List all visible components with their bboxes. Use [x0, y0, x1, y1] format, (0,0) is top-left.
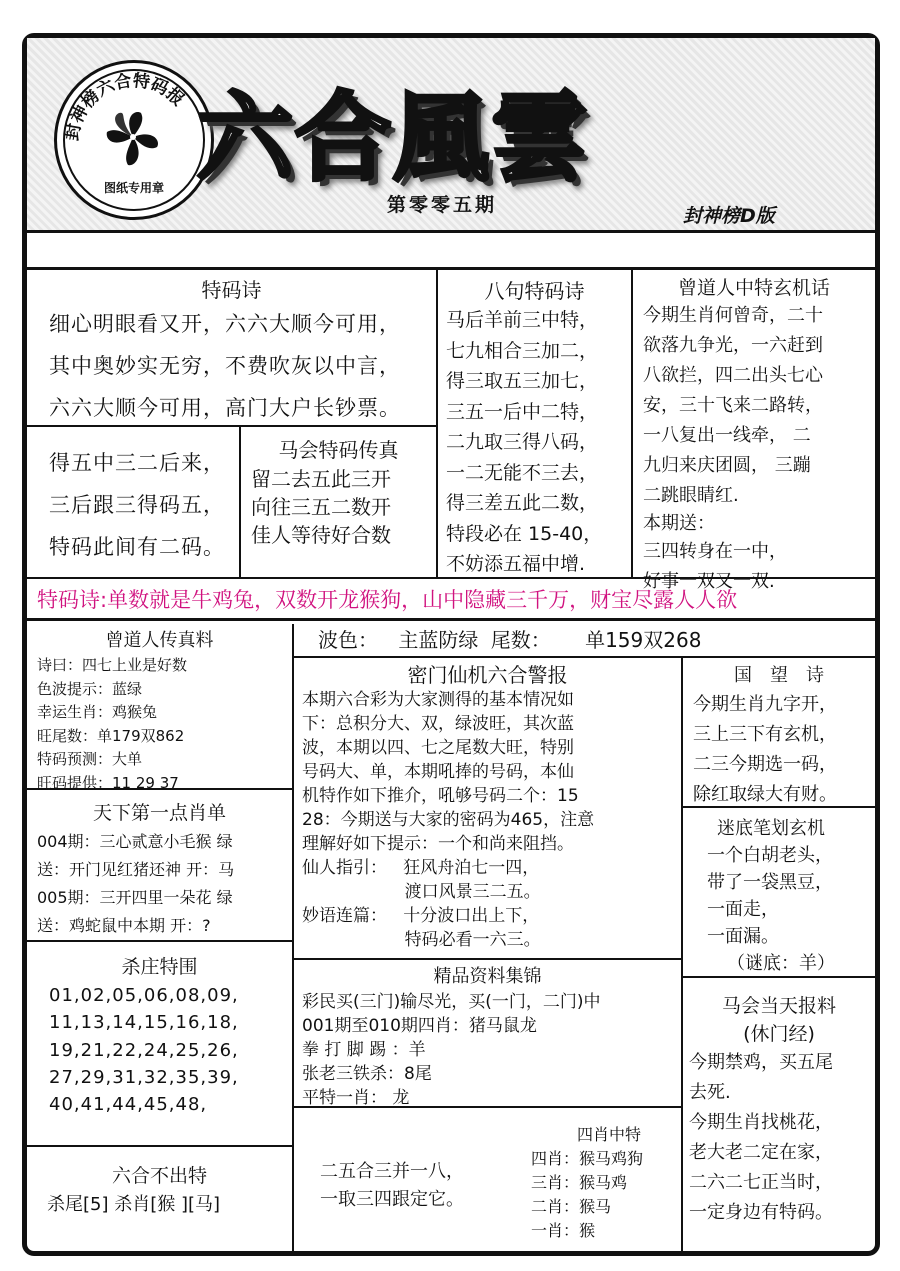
buchute-line: 杀尾[5] 杀肖[猴 ][马] — [47, 1194, 221, 1215]
mimen-line: 本期六合彩为大家测得的基本情况如 — [302, 690, 574, 710]
ersan-line: 一取三四跟定它。 — [320, 1189, 464, 1210]
poem-line: 六六大顺今可用，高门大户长钞票。 — [49, 396, 401, 420]
eight-line: 三五一后中二特， — [446, 400, 599, 423]
sixiao-line: 三肖：猴马鸡 — [531, 1173, 628, 1192]
buchute-title: 六合不出特 — [111, 1165, 207, 1187]
guowang-title: 国 望 诗 — [734, 665, 824, 686]
seal-stamp-text: 图纸专用章 — [103, 181, 164, 195]
eight-line: 得三取五三加七， — [446, 370, 599, 392]
zengdao-fax-box — [27, 624, 294, 790]
jingpin-line: 张老三铁杀：8尾 — [302, 1064, 432, 1084]
sixiao-title: 四肖中特 — [577, 1125, 642, 1144]
mimen-line: 号码大、单，本期吼捧的号码，本仙 — [302, 762, 574, 782]
eight-line: 得三差五此二数， — [446, 492, 599, 514]
fax-line: 特码预测：大单 — [37, 750, 143, 768]
mimen-line: 特码必看一六三。 — [302, 930, 541, 950]
mahui-today-line: 二六二七正当时， — [689, 1172, 833, 1193]
mahui-today-line: 去死. — [689, 1082, 731, 1103]
mahui-today-title: 马会当天报料 — [721, 995, 836, 1017]
xuanji-line: 九归来庆团圆， 三蹦 — [643, 455, 811, 476]
mahui-today-line: 今期禁鸡，买五尾 — [689, 1052, 833, 1073]
midi-line: 一面走， — [707, 899, 779, 920]
mahui-fax-box — [241, 427, 438, 579]
clues-box — [27, 427, 241, 579]
tianxia-line: 005期：三开四里一朵花 绿 — [37, 888, 233, 907]
wave-value: 主蓝防绿 — [398, 628, 479, 652]
shazhuang-title: 杀庄特围 — [121, 956, 198, 978]
guowang-box — [683, 658, 875, 808]
page-title: 六合風雲 — [197, 81, 589, 194]
midi-box — [683, 808, 875, 978]
number-row: 27,29,31,32,35,39, — [49, 1066, 239, 1088]
guowang-line: 除红取绿大有财。 — [693, 784, 837, 805]
seal-logo — [54, 60, 214, 220]
jingpin-box — [294, 960, 683, 1108]
tianxia-line: 送：鸡蛇鼠中本期 开：? — [37, 916, 211, 935]
bauhinia-flower-icon — [101, 107, 165, 171]
zengdao-xuanji-box — [633, 269, 875, 592]
clue-line: 得五中三二后来， — [49, 451, 225, 475]
guowang-line: 二三今期选一码， — [693, 754, 837, 775]
mimen-line: 理解好如下提示：一个和尚来阻挡。 — [302, 834, 574, 854]
eight-lines-title: 八句特码诗 — [484, 279, 585, 303]
midi-line: （谜底：羊） — [727, 953, 835, 974]
issue-number: 第零零五期 — [387, 194, 498, 216]
clue-line: 三后跟三得码五， — [49, 493, 225, 517]
mimen-line: 妙语连篇： 十分波口出上下， — [302, 906, 540, 926]
shazhuang-box — [27, 942, 294, 1147]
blank-band — [27, 233, 875, 270]
mahui-fax-line: 佳人等待好合数 — [251, 523, 391, 547]
eight-line: 一二无能不三去， — [446, 461, 599, 484]
tail-label: 尾数： — [490, 628, 551, 652]
mimen-line: 机特作如下推介，吼够号码二个：15 — [302, 786, 579, 806]
mahui-today-line: 今期生肖找桃花， — [689, 1112, 833, 1133]
eight-lines-box — [438, 269, 633, 579]
fax-line: 旺尾数：单179双862 — [37, 726, 185, 745]
mimen-line: 波，本期以四、七之尾数大旺，特别 — [302, 738, 574, 758]
number-row: 19,21,22,24,25,26, — [49, 1039, 239, 1061]
mimen-line: 下：总积分大、双，绿波旺，其次蓝 — [302, 714, 574, 734]
xuanji-line: 欲落九争光，一六赶到 — [643, 335, 823, 356]
clue-line: 特码此间有二码。 — [49, 535, 225, 559]
newspaper-frame — [22, 33, 880, 1256]
zengdao-xuanji-title: 曾道人中特玄机话 — [677, 277, 830, 299]
poem-title: 特码诗 — [201, 278, 262, 302]
fax-line: 诗曰：四七上业是好数 — [37, 656, 188, 674]
tianxia-line: 004期：三心贰意小毛猴 绿 — [37, 832, 233, 851]
mimen-title: 密门仙机六合警报 — [407, 663, 568, 687]
mahui-today-line: 一定身边有特码。 — [689, 1202, 833, 1223]
wave-row — [294, 624, 875, 658]
fax-line: 幸运生肖：鸡猴兔 — [37, 703, 158, 721]
eight-line: 不妨添五福中增. — [446, 553, 586, 575]
mimen-line: 28：今期送与大家的密码为465，注意 — [302, 810, 595, 830]
tianxia-box — [27, 790, 294, 942]
eight-line: 特段必在 15-40， — [446, 522, 603, 545]
number-row: 01,02,05,06,08,09, — [49, 985, 239, 1006]
jingpin-line: 彩民买(三门)输尽光，买(一门，二门)中 — [302, 992, 601, 1012]
mahui-today-subtitle: (休门经) — [743, 1023, 815, 1045]
xuanji-line: 今期生肖何曾奇，二十 — [643, 305, 823, 326]
sixiao-block — [531, 1123, 681, 1243]
jingpin-line: 拳 打 脚 踢 ：羊 — [302, 1040, 426, 1060]
eight-line: 马后羊前三中特， — [446, 309, 599, 331]
number-row: 40,41,44,45,48, — [49, 1094, 208, 1116]
poem-line: 细心明眼看又开，六六大顺今可用， — [49, 312, 401, 336]
sixiao-line: 一肖：猴 — [531, 1221, 596, 1240]
xuanji-line: 八欲拦，四二出头七心 — [643, 365, 823, 386]
sixiao-line: 二肖：猴马 — [531, 1197, 612, 1216]
svg-text:封神榜六合特码报: 封神榜六合特码报 — [62, 70, 188, 143]
buchute-box — [27, 1147, 294, 1251]
midi-line: 一个白胡老头， — [707, 845, 833, 866]
guowang-line: 今期生肖九字开， — [693, 694, 837, 715]
jingpin-line: 平特一肖： 龙 — [302, 1088, 410, 1108]
mahui-today-line: 老大老二定在家， — [689, 1142, 833, 1163]
eight-line: 二九取三得八码， — [446, 431, 599, 453]
xuanji-line: 二跳眼睛红. — [643, 485, 739, 506]
xuanji-line: 安，三十飞来二路转， — [643, 395, 823, 416]
xuanji-line: 本期送： — [643, 513, 715, 534]
xuanji-line: 好事一双又一双. — [643, 571, 775, 592]
xuanji-line: 一八复出一线牵， 二 — [643, 425, 811, 446]
masthead — [27, 38, 875, 233]
xuanji-line: 三四转身在一中， — [643, 541, 787, 562]
mimen-line: 仙人指引： 狂风舟泊七一四， — [302, 858, 540, 878]
fax-line: 色波提示：蓝绿 — [37, 679, 143, 698]
poem-line: 其中奥妙实无穷，不费吹灰以中言， — [49, 354, 401, 378]
fax-line: 旺码提供：11 29 37 — [37, 773, 179, 792]
jingpin-line: 001期至010期四肖：猪马鼠龙 — [302, 1016, 537, 1036]
jingpin-title: 精品资料集锦 — [433, 966, 542, 987]
midi-line: 一面漏。 — [707, 926, 779, 947]
mimen-box — [294, 658, 683, 960]
tail-value: 单159双268 — [585, 628, 702, 652]
ersan-line: 二五合三并一八， — [320, 1161, 464, 1182]
zengdao-fax-title: 曾道人传真料 — [105, 630, 214, 651]
poem-box — [27, 269, 438, 427]
eight-line: 七九相合三加二， — [446, 339, 599, 362]
mimen-line: 渡口风景三二五。 — [302, 882, 541, 902]
tianxia-title: 天下第一点肖单 — [92, 802, 226, 824]
mahui-today-box — [683, 978, 875, 1251]
mahui-fax-line: 留二去五此三开 — [251, 467, 391, 491]
mahui-fax-line: 向往三五二数开 — [251, 495, 391, 519]
sixiao-line: 四肖：猴马鸡狗 — [531, 1149, 644, 1168]
wave-label: 波色： — [318, 628, 378, 652]
mahui-fax-title: 马会特码传真 — [278, 438, 399, 462]
midi-title: 迷底笔划玄机 — [717, 818, 825, 839]
edition-label: 封神榜D版 — [683, 205, 775, 227]
number-row: 11,13,14,15,16,18, — [49, 1012, 239, 1034]
guowang-line: 三上三下有玄机， — [693, 724, 837, 745]
tianxia-line: 送：开门见红猪还神 开：马 — [37, 860, 235, 879]
midi-line: 带了一袋黑豆， — [707, 872, 833, 893]
magenta-banner: 特码诗:单数就是牛鸡兔，双数开龙猴狗，山中隐藏三千万，财宝尽露人人欲 — [27, 579, 875, 621]
